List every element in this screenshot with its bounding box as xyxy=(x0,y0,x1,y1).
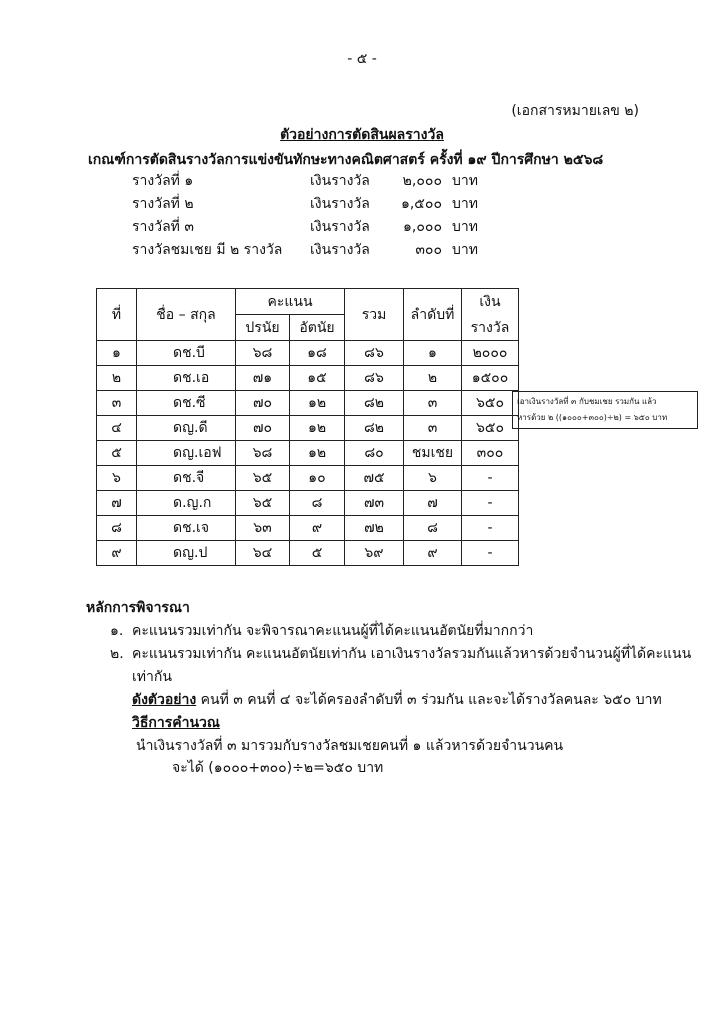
cell-name: ดช.บี xyxy=(137,341,236,366)
prize-unit: บาท xyxy=(452,196,478,212)
cell-total: ๘๖ xyxy=(345,341,404,366)
cell-rank: ๘ xyxy=(404,516,462,541)
principle-2-text: คะแนนรวมเท่ากัน คะแนนอัตนัยเท่ากัน เอาเงินรางวัลรวมกันแล้วหารด้วยจำนวนผู้ที่ได้คะแนน xyxy=(132,646,692,662)
cell-prize: - xyxy=(462,541,519,566)
header-name: ชื่อ – สกุล xyxy=(137,289,236,341)
table-row xyxy=(97,416,519,441)
prize-name: รางวัลที่ ๒ xyxy=(132,196,194,212)
cell-subjective: ๑๒ xyxy=(290,416,345,441)
cell-prize: - xyxy=(462,516,519,541)
cell-total: ๘๒ xyxy=(345,391,404,416)
header-prize-line1: เงิน xyxy=(479,293,501,310)
cell-total: ๗๓ xyxy=(345,491,404,516)
prize-label: เงินรางวัล xyxy=(310,242,370,258)
cell-name: ดช.จี xyxy=(137,466,236,491)
cell-subjective: ๕ xyxy=(290,541,345,566)
example-line xyxy=(132,689,662,711)
table-row xyxy=(97,366,519,391)
cell-prize: - xyxy=(462,466,519,491)
cell-total: ๖๙ xyxy=(345,541,404,566)
cell-prize: ๖๕๐ xyxy=(462,416,519,441)
prize-label: เงินรางวัล xyxy=(310,196,370,212)
cell-rank: ๙ xyxy=(404,541,462,566)
cell-no: ๙ xyxy=(97,541,137,566)
cell-subjective: ๑๒ xyxy=(290,391,345,416)
cell-subjective: ๑๒ xyxy=(290,441,345,466)
cell-total: ๗๒ xyxy=(345,516,404,541)
cell-subjective: ๘ xyxy=(290,491,345,516)
cell-prize: ๑๕๐๐ xyxy=(462,366,519,391)
cell-no: ๖ xyxy=(97,466,137,491)
table-row xyxy=(97,491,519,516)
principle-1-text: คะแนนรวมเท่ากัน จะพิจารณาคะแนนผู้ที่ได้คะแนนอัตนัยที่มากกว่า xyxy=(132,623,534,639)
cell-no: ๘ xyxy=(97,516,137,541)
principle-2-number: ๒. xyxy=(110,646,124,662)
cell-subjective: ๙ xyxy=(290,516,345,541)
example-text: คนที่ ๓ คนที่ ๔ จะได้ครองลำดับที่ ๓ ร่วมกัน และจะได้รางวัลคนละ ๖๕๐ บาท xyxy=(196,692,662,708)
cell-objective: ๖๘ xyxy=(236,441,290,466)
cell-no: ๑ xyxy=(97,341,137,366)
table-row xyxy=(97,516,519,541)
cell-no: ๓ xyxy=(97,391,137,416)
cell-total: ๘๐ xyxy=(345,441,404,466)
header-prize xyxy=(462,289,519,341)
principle-2-continuation: เท่ากัน xyxy=(132,669,172,685)
cell-name: ดช.เจ xyxy=(137,516,236,541)
table-row xyxy=(97,341,519,366)
cell-name: ดญ.ป xyxy=(137,541,236,566)
cell-objective: ๖๘ xyxy=(236,341,290,366)
header-prize-line2: รางวัล xyxy=(470,319,510,336)
cell-no: ๔ xyxy=(97,416,137,441)
cell-objective: ๗๑ xyxy=(236,366,290,391)
cell-prize: ๖๕๐ xyxy=(462,391,519,416)
cell-rank: ๑ xyxy=(404,341,462,366)
cell-total: ๘๒ xyxy=(345,416,404,441)
cell-subjective: ๑๘ xyxy=(290,341,345,366)
cell-no: ๕ xyxy=(97,441,137,466)
calculation-note-box xyxy=(512,391,698,429)
cell-total: ๘๖ xyxy=(345,366,404,391)
table-row xyxy=(97,391,519,416)
cell-rank: ๖ xyxy=(404,466,462,491)
results-table xyxy=(96,288,519,566)
prize-amount: ๒,๐๐๐ xyxy=(402,173,442,189)
result-text: จะได้ (๑๐๐๐+๓๐๐)÷๒=๖๕๐ บาท xyxy=(172,760,384,776)
method-text: นำเงินรางวัลที่ ๓ มารวมกับรางวัลชมเชยคนที่ ๑ แล้วหารด้วยจำนวนคน xyxy=(136,738,564,754)
cell-name: ด.ญ.ก xyxy=(137,491,236,516)
cell-name: ดญ.เอฟ xyxy=(137,441,236,466)
cell-name: ดช.ซี xyxy=(137,391,236,416)
principle-1-number: ๑. xyxy=(110,623,124,639)
prize-name: รางวัลที่ ๓ xyxy=(132,219,194,235)
table-row xyxy=(97,441,519,466)
cell-name: ดช.เอ xyxy=(137,366,236,391)
cell-total: ๗๕ xyxy=(345,466,404,491)
cell-prize: ๒๐๐๐ xyxy=(462,341,519,366)
table-row xyxy=(97,466,519,491)
cell-prize: ๓๐๐ xyxy=(462,441,519,466)
prize-amount: ๑,๕๐๐ xyxy=(400,196,442,212)
cell-objective: ๗๐ xyxy=(236,416,290,441)
criteria-heading: เกณฑ์การตัดสินรางวัลการแข่งขันทักษะทางคณิตศาสตร์ ครั้งที่ ๑๙ ปีการศึกษา ๒๕๖๘ xyxy=(88,152,604,168)
prize-label: เงินรางวัล xyxy=(310,219,370,235)
cell-no: ๒ xyxy=(97,366,137,391)
example-label: ดังตัวอย่าง xyxy=(132,692,197,708)
header-score-subjective: อัตนัย xyxy=(290,315,345,341)
document-reference: (เอกสารหมายเลข ๒) xyxy=(511,103,639,119)
header-score-objective: ปรนัย xyxy=(236,315,290,341)
cell-name: ดญ.ดี xyxy=(137,416,236,441)
cell-subjective: ๑๐ xyxy=(290,466,345,491)
cell-subjective: ๑๕ xyxy=(290,366,345,391)
header-total: รวม xyxy=(345,289,404,341)
cell-objective: ๗๐ xyxy=(236,391,290,416)
cell-objective: ๖๓ xyxy=(236,516,290,541)
prize-unit: บาท xyxy=(452,242,478,258)
note-line-1: เอาเงินรางวัลที่ ๓ กับชมเชย รวมกัน แล้ว xyxy=(517,397,657,406)
prize-amount: ๓๐๐ xyxy=(415,242,442,258)
cell-rank: ๓ xyxy=(404,391,462,416)
prize-amount: ๑,๐๐๐ xyxy=(403,219,442,235)
note-line-2: หารด้วย ๒ ((๑๐๐๐+๓๐๐)÷๒) = ๖๕๐ บาท xyxy=(517,413,668,422)
prize-label: เงินรางวัล xyxy=(310,173,370,189)
cell-rank: ๗ xyxy=(404,491,462,516)
prize-name: รางวัลที่ ๑ xyxy=(132,173,194,189)
table-row xyxy=(97,541,519,566)
page-title: ตัวอย่างการตัดสินผลรางวัล xyxy=(280,127,444,143)
header-score: คะแนน xyxy=(236,289,345,315)
cell-objective: ๖๔ xyxy=(236,541,290,566)
header-no: ที่ xyxy=(97,289,137,341)
prize-unit: บาท xyxy=(452,219,478,235)
method-heading: วิธีการคำนวณ xyxy=(132,715,220,731)
cell-rank: ๓ xyxy=(404,416,462,441)
cell-rank: ชมเชย xyxy=(404,441,462,466)
principles-heading: หลักการพิจารณา xyxy=(86,600,190,616)
cell-objective: ๖๕ xyxy=(236,466,290,491)
prize-name: รางวัลชมเชย มี ๒ รางวัล xyxy=(132,242,283,258)
cell-objective: ๖๕ xyxy=(236,491,290,516)
page-number: - ๕ - xyxy=(347,51,377,67)
header-rank: ลำดับที่ xyxy=(404,289,462,341)
cell-prize: - xyxy=(462,491,519,516)
cell-no: ๗ xyxy=(97,491,137,516)
prize-unit: บาท xyxy=(452,173,478,189)
cell-rank: ๒ xyxy=(404,366,462,391)
